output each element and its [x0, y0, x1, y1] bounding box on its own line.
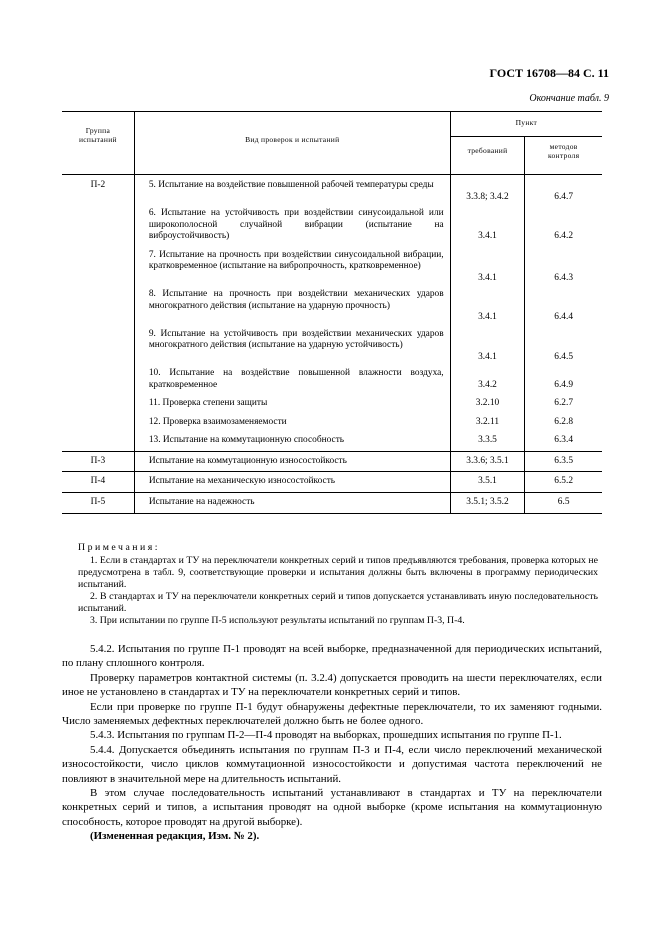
table-row: 9. Испытание на устойчивость при воздействии механических ударов многократного действия (испытание на ударную устойчивость) 3.4.1 6.4.5 — [62, 324, 602, 363]
table-row: 12. Проверка взаимозаменяемости 3.2.11 6.2.8 — [62, 412, 602, 430]
col-req-header: требований — [450, 137, 525, 175]
paragraph: 5.4.4. Допускается объединять испытания по группам П-3 и П-4, если число переключений механической износостойкости, число циклов коммутационной износостойкости и допустимая частота переключений не повлияют в значительной мере на длительность испытаний. — [62, 743, 602, 785]
note-item: 3. При испытании по группе П-5 используют результаты испытаний по группам П-3, П-4. — [90, 614, 465, 626]
col-group-header: Группа испытаний — [62, 112, 134, 175]
table-row: 6. Испытание на устойчивость при воздействии синусоидальной или широкополосной случайной вибрации (испытание на виброустойчивость) 3.4.1 6.4.2 — [62, 203, 602, 244]
table-caption: Окончание табл. 9 — [529, 93, 609, 104]
col-desc-header: Вид проверок и испытаний — [134, 112, 450, 175]
body-text — [62, 642, 602, 843]
table-row: П-5 Испытание на надежность 3.5.1; 3.5.2 6.5 — [62, 492, 602, 513]
table-row: 11. Проверка степени защиты 3.2.10 6.2.7 — [62, 393, 602, 411]
table-row: П-2 5. Испытание на воздействие повышенной рабочей температуры среды 3.3.8; 3.4.2 6.4.7 — [62, 175, 602, 204]
notes-section — [78, 542, 598, 627]
table-row: П-4 Испытание на механическую износостойкость 3.5.1 6.5.2 — [62, 472, 602, 492]
table-row: 8. Испытание на прочность при воздействии механических ударов многократного действия (испытание на ударную прочность) 3.4.1 6.4.4 — [62, 284, 602, 323]
note-item: 2. В стандартах и ТУ на переключатели конкретных серий и типов допускается устанавливать иную последовательность испытаний. — [78, 590, 598, 614]
page-header: ГОСТ 16708—84 С. 11 — [489, 66, 609, 80]
notes-title: Примечания: — [78, 542, 161, 553]
amendment-note: (Измененная редакция, Изм. № 2). — [90, 830, 260, 843]
table-row: 10. Испытание на воздействие повышенной влажности воздуха, кратковременное 3.4.2 6.4.9 — [62, 363, 602, 393]
tests-table — [62, 111, 602, 514]
paragraph: 5.4.2. Испытания по группе П-1 проводят на всей выборке, предназначенной для периодических испытаний, по плану сплошного контроля. — [62, 643, 602, 670]
paragraph: В этом случае последовательность испытаний устанавливают в стандартах и ТУ на переключатели конкретных серий и типов, а испытания проводят на одной выборке (кроме испытания на коммутационную способность, которое проводят на другой выборке). — [62, 786, 602, 828]
table-row: 7. Испытание на прочность при воздействии синусоидальной вибрации, кратковременное (испытание на вибропрочность, кратковременное) 3.4.1 6.4.3 — [62, 245, 602, 284]
col-ctl-header: методов контроля — [525, 137, 602, 175]
paragraph: Если при проверке по группе П-1 будут обнаружены дефектные переключатели, то их заменяют годными. Число заменяемых дефектных переключателей должно быть не более одного. — [62, 700, 602, 727]
note-item: 1. Если в стандартах и ТУ на переключатели конкретных серий и типов предъявляются требования, проверка которых не предусмотрена в табл. 9, соответствующие проверки и испытания должны быть включены в программу периодических испытаний. — [78, 554, 598, 590]
table-row: 13. Испытание на коммутационную способность 3.3.5 6.3.4 — [62, 430, 602, 451]
paragraph: 5.4.3. Испытания по группам П-2—П-4 проводят на выборках, прошедших испытания по группе П-1. — [90, 729, 562, 742]
table-row: П-3 Испытание на коммутационную износостойкость 3.3.6; 3.5.1 6.3.5 — [62, 451, 602, 471]
paragraph: Проверку параметров контактной системы (п. 3.2.4) допускается проводить на шести переключателях, если иное не установлено в стандартах и ТУ на переключатели конкретных серий и типов. — [62, 671, 602, 699]
col-clause-header: Пункт — [450, 112, 602, 137]
